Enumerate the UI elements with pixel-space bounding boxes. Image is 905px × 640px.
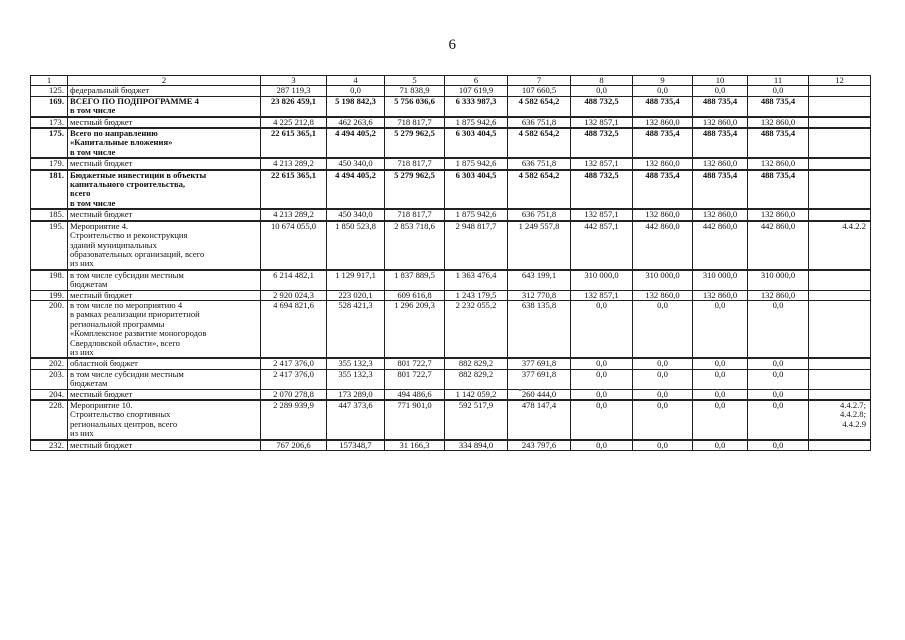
row-code-cell: 169.: [31, 96, 68, 116]
row-name-cell: местный бюджет: [68, 290, 261, 300]
row-value-cell: 107 660,5: [508, 86, 571, 96]
row-value-cell: 31 166,3: [385, 440, 445, 451]
row-value-cell: 442 860,0: [748, 221, 809, 270]
row-value-cell: 0,0: [693, 86, 748, 96]
row-value-cell: 377 691,8: [508, 358, 571, 369]
row-value-cell: 1 296 209,3: [385, 300, 445, 358]
row-value-cell: 1 363 476,4: [445, 270, 508, 290]
row-code-cell: 199.: [31, 290, 68, 300]
row-value-cell: 1 875 942,6: [445, 117, 508, 128]
row-code-cell: 200.: [31, 300, 68, 358]
row-value-cell: 882 829,2: [445, 358, 508, 369]
row-value-cell: 1 875 942,6: [445, 209, 508, 220]
row-code-cell: 125.: [31, 86, 68, 96]
row-value-cell: 1 129 917,1: [327, 270, 385, 290]
row-value-cell: 132 860,0: [633, 290, 693, 300]
row-name-cell: Всего по направлению «Капитальные вложения» в том числе: [68, 128, 261, 158]
column-number-cell: 5: [385, 76, 445, 86]
row-name-cell: местный бюджет: [68, 389, 261, 400]
row-code-cell: 175.: [31, 128, 68, 158]
row-value-cell: 2 948 817,7: [445, 221, 508, 270]
row-value-cell: 0,0: [571, 300, 633, 358]
row-value-cell: 488 735,4: [633, 128, 693, 158]
budget-table: [30, 75, 871, 451]
row-value-cell: 488 735,4: [633, 170, 693, 210]
row-value-cell: 4 494 405,2: [327, 128, 385, 158]
row-value-cell: 6 303 404,5: [445, 128, 508, 158]
row-value-cell: 132 860,0: [748, 117, 809, 128]
row-target-cell: 4.4.2.7; 4.4.2.8; 4.4.2.9: [809, 400, 871, 440]
row-name-cell: федеральный бюджет: [68, 86, 261, 96]
row-value-cell: 132 857,1: [571, 209, 633, 220]
column-number-cell: 10: [693, 76, 748, 86]
row-value-cell: 718 817,7: [385, 158, 445, 169]
row-value-cell: 173 289,0: [327, 389, 385, 400]
row-value-cell: 2 853 718,6: [385, 221, 445, 270]
row-value-cell: 2 417 376,0: [261, 369, 327, 389]
row-value-cell: 6 214 482,1: [261, 270, 327, 290]
row-value-cell: 23 826 459,1: [261, 96, 327, 116]
row-value-cell: 4 582 654,2: [508, 96, 571, 116]
row-value-cell: 488 735,4: [693, 128, 748, 158]
row-value-cell: 312 770,8: [508, 290, 571, 300]
row-value-cell: 5 756 036,6: [385, 96, 445, 116]
row-target-cell: [809, 96, 871, 116]
row-value-cell: 462 263,6: [327, 117, 385, 128]
row-value-cell: 0,0: [693, 440, 748, 451]
row-value-cell: 638 135,8: [508, 300, 571, 358]
row-target-cell: [809, 300, 871, 358]
row-value-cell: 260 444,0: [508, 389, 571, 400]
row-code-cell: 181.: [31, 170, 68, 210]
row-value-cell: 1 243 179,5: [445, 290, 508, 300]
row-value-cell: 310 000,0: [571, 270, 633, 290]
column-number-cell: 7: [508, 76, 571, 86]
row-name-cell: Бюджетные инвестиции в объекты капитального строительства, всего в том числе: [68, 170, 261, 210]
row-value-cell: 0,0: [748, 300, 809, 358]
row-name-cell: в том числе субсидии местным бюджетам: [68, 369, 261, 389]
row-value-cell: 132 860,0: [693, 209, 748, 220]
row-name-cell: Мероприятие 10. Строительство спортивных региональных центров, всего из них: [68, 400, 261, 440]
row-value-cell: 22 615 365,1: [261, 170, 327, 210]
row-value-cell: 132 860,0: [693, 290, 748, 300]
row-value-cell: 0,0: [748, 400, 809, 440]
row-value-cell: 2 920 024,3: [261, 290, 327, 300]
row-value-cell: 2 417 376,0: [261, 358, 327, 369]
row-value-cell: 132 860,0: [693, 117, 748, 128]
row-code-cell: 185.: [31, 209, 68, 220]
row-value-cell: 450 340,0: [327, 209, 385, 220]
table-row: [31, 221, 871, 270]
row-value-cell: 0,0: [633, 389, 693, 400]
row-value-cell: 132 857,1: [571, 158, 633, 169]
column-number-cell: 6: [445, 76, 508, 86]
row-value-cell: 0,0: [633, 440, 693, 451]
row-value-cell: 488 732,5: [571, 170, 633, 210]
row-value-cell: 0,0: [693, 389, 748, 400]
row-name-cell: в том числе по мероприятию 4 в рамках реализации приоритетной региональной программы «Комплексное развитие моногородов Свердловской области», всего из них: [68, 300, 261, 358]
row-name-cell: Мероприятие 4. Строительство и реконструкция зданий муниципальных образовательных организаций, всего из них: [68, 221, 261, 270]
row-target-cell: [809, 270, 871, 290]
row-value-cell: 4 494 405,2: [327, 170, 385, 210]
row-value-cell: 442 857,1: [571, 221, 633, 270]
row-value-cell: 223 020,1: [327, 290, 385, 300]
row-value-cell: 6 303 404,5: [445, 170, 508, 210]
row-code-cell: 198.: [31, 270, 68, 290]
page-number: 6: [448, 37, 457, 53]
row-value-cell: 0,0: [693, 400, 748, 440]
row-value-cell: 1 875 942,6: [445, 158, 508, 169]
row-value-cell: 1 837 889,5: [385, 270, 445, 290]
table-row: [31, 158, 871, 169]
table-row: [31, 209, 871, 220]
row-value-cell: 801 722,7: [385, 358, 445, 369]
column-number-cell: 2: [68, 76, 261, 86]
row-value-cell: 0,0: [327, 86, 385, 96]
table-row: [31, 128, 871, 158]
row-code-cell: 232.: [31, 440, 68, 451]
row-value-cell: 636 751,8: [508, 117, 571, 128]
row-value-cell: 4 582 654,2: [508, 128, 571, 158]
row-value-cell: 1 249 557,8: [508, 221, 571, 270]
row-value-cell: 0,0: [571, 389, 633, 400]
row-value-cell: 488 735,4: [748, 170, 809, 210]
row-value-cell: 636 751,8: [508, 209, 571, 220]
row-value-cell: 592 517,9: [445, 400, 508, 440]
row-value-cell: 1 142 059,2: [445, 389, 508, 400]
column-number-cell: 12: [809, 76, 871, 86]
row-value-cell: 488 735,4: [748, 96, 809, 116]
row-value-cell: 478 147,4: [508, 400, 571, 440]
row-name-cell: местный бюджет: [68, 209, 261, 220]
table-row: [31, 400, 871, 440]
row-value-cell: 287 119,3: [261, 86, 327, 96]
row-value-cell: 4 582 654,2: [508, 170, 571, 210]
row-value-cell: 450 340,0: [327, 158, 385, 169]
row-code-cell: 204.: [31, 389, 68, 400]
row-value-cell: 0,0: [571, 86, 633, 96]
row-value-cell: 132 860,0: [748, 290, 809, 300]
row-target-cell: [809, 389, 871, 400]
row-value-cell: 442 860,0: [633, 221, 693, 270]
table-row: [31, 389, 871, 400]
row-value-cell: 0,0: [633, 86, 693, 96]
row-value-cell: 5 198 842,3: [327, 96, 385, 116]
table-row: [31, 86, 871, 96]
row-code-cell: 202.: [31, 358, 68, 369]
row-value-cell: 494 486,6: [385, 389, 445, 400]
row-value-cell: 157348,7: [327, 440, 385, 451]
row-value-cell: 132 857,1: [571, 117, 633, 128]
row-value-cell: 22 615 365,1: [261, 128, 327, 158]
row-value-cell: 0,0: [748, 86, 809, 96]
row-name-cell: местный бюджет: [68, 158, 261, 169]
row-value-cell: 0,0: [693, 369, 748, 389]
row-value-cell: 4 213 289,2: [261, 209, 327, 220]
row-value-cell: 609 616,8: [385, 290, 445, 300]
row-value-cell: 488 735,4: [693, 170, 748, 210]
row-code-cell: 228.: [31, 400, 68, 440]
row-value-cell: 488 732,5: [571, 96, 633, 116]
row-value-cell: 4 225 212,8: [261, 117, 327, 128]
row-target-cell: [809, 369, 871, 389]
row-target-cell: [809, 358, 871, 369]
row-target-cell: [809, 158, 871, 169]
row-target-cell: [809, 117, 871, 128]
table-row: [31, 290, 871, 300]
row-value-cell: 0,0: [748, 369, 809, 389]
scan-speck: [519, 389, 521, 391]
column-number-cell: 9: [633, 76, 693, 86]
row-value-cell: 132 860,0: [748, 158, 809, 169]
row-value-cell: 310 000,0: [693, 270, 748, 290]
row-value-cell: 334 894,0: [445, 440, 508, 451]
row-value-cell: 447 373,6: [327, 400, 385, 440]
row-value-cell: 243 797,6: [508, 440, 571, 451]
row-value-cell: 0,0: [633, 400, 693, 440]
row-target-cell: [809, 86, 871, 96]
row-target-cell: [809, 128, 871, 158]
row-name-cell: местный бюджет: [68, 117, 261, 128]
row-value-cell: 0,0: [571, 440, 633, 451]
row-value-cell: 5 279 962,5: [385, 128, 445, 158]
row-name-cell: областной бюджет: [68, 358, 261, 369]
row-value-cell: 442 860,0: [693, 221, 748, 270]
row-value-cell: 718 817,7: [385, 209, 445, 220]
row-value-cell: 310 000,0: [633, 270, 693, 290]
row-value-cell: 132 860,0: [633, 117, 693, 128]
row-value-cell: 528 421,3: [327, 300, 385, 358]
row-value-cell: 0,0: [693, 300, 748, 358]
row-value-cell: 0,0: [633, 358, 693, 369]
row-name-cell: в том числе субсидии местным бюджетам: [68, 270, 261, 290]
row-value-cell: 132 860,0: [633, 209, 693, 220]
table-row: [31, 369, 871, 389]
row-target-cell: 4.4.2.2: [809, 221, 871, 270]
row-code-cell: 203.: [31, 369, 68, 389]
table-row: [31, 270, 871, 290]
row-value-cell: 71 838,9: [385, 86, 445, 96]
row-value-cell: 5 279 962,5: [385, 170, 445, 210]
table-row: [31, 358, 871, 369]
row-code-cell: 195.: [31, 221, 68, 270]
table-row: [31, 96, 871, 116]
row-value-cell: 718 817,7: [385, 117, 445, 128]
row-value-cell: 4 213 289,2: [261, 158, 327, 169]
row-code-cell: 179.: [31, 158, 68, 169]
row-value-cell: 132 860,0: [693, 158, 748, 169]
row-value-cell: 488 735,4: [693, 96, 748, 116]
row-value-cell: 0,0: [748, 358, 809, 369]
row-value-cell: 767 206,6: [261, 440, 327, 451]
row-value-cell: 0,0: [748, 389, 809, 400]
column-number-cell: 8: [571, 76, 633, 86]
row-value-cell: 0,0: [633, 369, 693, 389]
row-value-cell: 310 000,0: [748, 270, 809, 290]
row-value-cell: 636 751,8: [508, 158, 571, 169]
row-value-cell: 132 860,0: [748, 209, 809, 220]
row-value-cell: 488 735,4: [633, 96, 693, 116]
row-value-cell: 1 850 523,8: [327, 221, 385, 270]
row-value-cell: 2 289 939,9: [261, 400, 327, 440]
row-value-cell: 643 199,1: [508, 270, 571, 290]
row-name-cell: ВСЕГО ПО ПОДПРОГРАММЕ 4 в том числе: [68, 96, 261, 116]
row-value-cell: 355 132,3: [327, 369, 385, 389]
table-row: [31, 300, 871, 358]
row-value-cell: 0,0: [633, 300, 693, 358]
row-value-cell: 2 232 055,2: [445, 300, 508, 358]
column-number-row: [31, 76, 871, 86]
row-value-cell: 882 829,2: [445, 369, 508, 389]
table-row: [31, 440, 871, 451]
row-value-cell: 0,0: [693, 358, 748, 369]
column-number-cell: 1: [31, 76, 68, 86]
row-name-cell: местный бюджет: [68, 440, 261, 451]
row-value-cell: 488 735,4: [748, 128, 809, 158]
row-value-cell: 771 901,0: [385, 400, 445, 440]
row-target-cell: [809, 440, 871, 451]
row-value-cell: 4 694 821,6: [261, 300, 327, 358]
row-value-cell: 488 732,5: [571, 128, 633, 158]
row-code-cell: 173.: [31, 117, 68, 128]
column-number-cell: 4: [327, 76, 385, 86]
row-value-cell: 355 132,3: [327, 358, 385, 369]
table-row: [31, 117, 871, 128]
row-value-cell: 107 619,9: [445, 86, 508, 96]
table-row: [31, 170, 871, 210]
row-target-cell: [809, 170, 871, 210]
row-value-cell: 0,0: [748, 440, 809, 451]
row-value-cell: 377 691,8: [508, 369, 571, 389]
row-value-cell: 10 674 055,0: [261, 221, 327, 270]
row-target-cell: [809, 209, 871, 220]
row-value-cell: 2 070 278,8: [261, 389, 327, 400]
row-value-cell: 132 860,0: [633, 158, 693, 169]
row-value-cell: 0,0: [571, 400, 633, 440]
row-target-cell: [809, 290, 871, 300]
row-value-cell: 801 722,7: [385, 369, 445, 389]
row-value-cell: 0,0: [571, 369, 633, 389]
column-number-cell: 11: [748, 76, 809, 86]
row-value-cell: 0,0: [571, 358, 633, 369]
row-value-cell: 132 857,1: [571, 290, 633, 300]
row-value-cell: 6 333 987,3: [445, 96, 508, 116]
column-number-cell: 3: [261, 76, 327, 86]
